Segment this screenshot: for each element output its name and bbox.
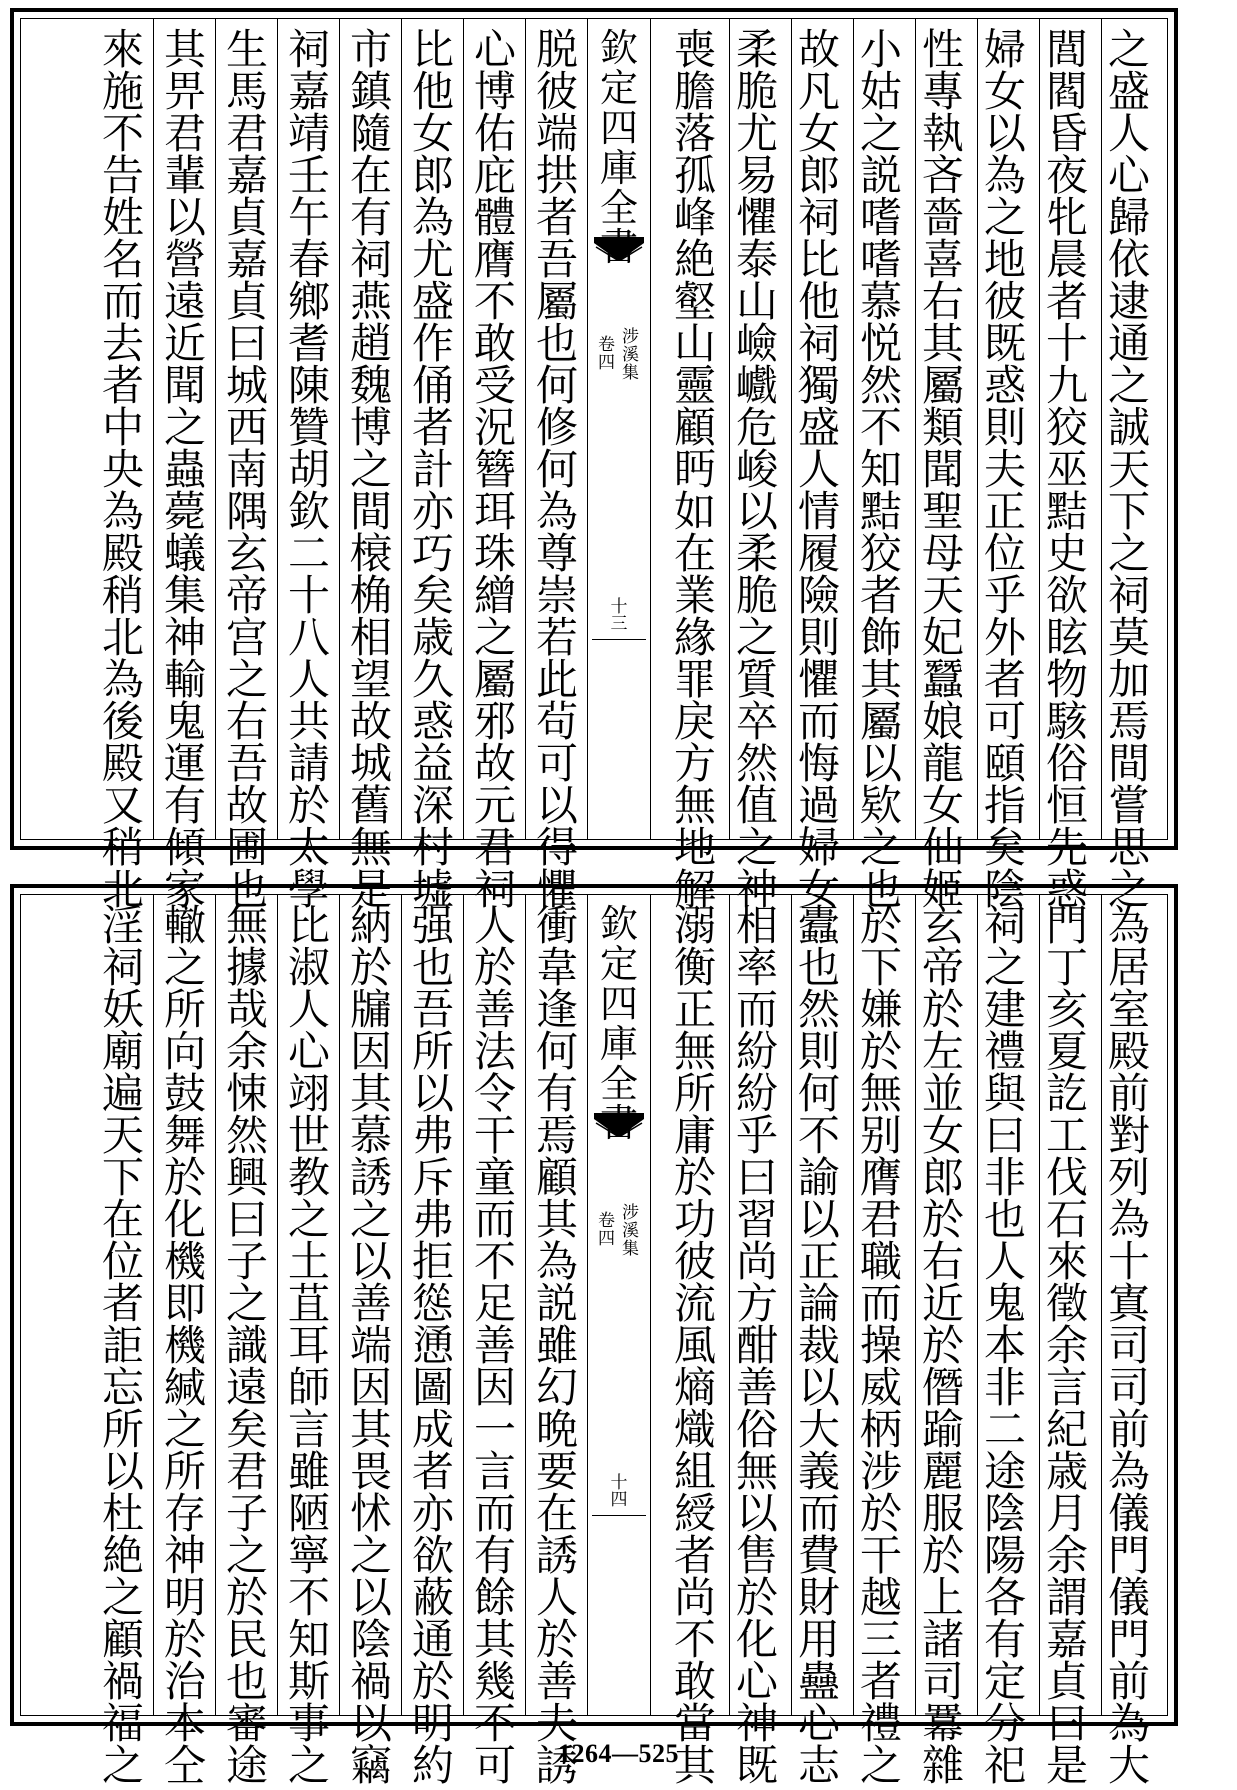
column-rule — [339, 19, 340, 839]
text-column: 玄 帝 於 左 並 女 郎 於 右 近 於 僭 踰 麗 服 於 上 諸 司 羃 雜 — [921, 901, 964, 1790]
column-rule — [525, 19, 526, 839]
top-page-frame — [20, 18, 1168, 914]
text-column: 衝 韋 逢 何 有 焉 顧 其 為 説 雖 幻 晩 要 在 誘 人 於 善 夫 誘 — [535, 901, 578, 1790]
text-column: 淫 祠 妖 廟 遍 天 下 在 位 者 詎 忘 所 以 杜 絶 之 顧 禍 福 之 — [101, 901, 144, 1790]
text-column: 故 凡 女 郎 祠 比 他 祠 獨 盛 人 情 履 險 則 懼 而 悔 過 婦 女 — [797, 25, 840, 914]
folio-rule — [592, 639, 646, 640]
column-rule — [277, 19, 278, 839]
text-column: 其 畀 君 輩 以 營 遠 近 聞 之 蟲 薨 蟻 集 神 輸 鬼 運 有 傾 家 — [163, 25, 206, 914]
column-rule — [791, 19, 792, 839]
column-rule — [339, 895, 340, 1715]
column-rule — [791, 895, 792, 1715]
text-column: 强 也 吾 所 以 弗 斥 弗 拒 慫 慂 圖 成 者 亦 欲 蔽 通 於 明 約 — [411, 901, 454, 1790]
text-column: 柔 脆 尤 易 懼 泰 山 嶮 巇 危 峻 以 柔 脆 之 質 卒 然 值 之 神 — [735, 25, 778, 914]
column-rule — [853, 895, 854, 1715]
column-rule — [153, 895, 154, 1715]
column-rule — [215, 895, 216, 1715]
text-column: 喪 膽 落 孤 峰 絶 壑 山 靈 顧 眄 如 在 業 緣 罪 戾 方 無 地 解 — [673, 25, 716, 914]
column-rule — [401, 895, 402, 1715]
column-rule — [1039, 895, 1040, 1715]
volume-label: 卷 四 — [598, 335, 615, 373]
column-rule — [1039, 19, 1040, 839]
column-rule — [1101, 19, 1102, 839]
column-rule — [277, 895, 278, 1715]
text-column: 婦 女 以 為 之 地 彼 既 惑 則 夫 正 位 乎 外 者 可 頤 指 矣 陰 — [983, 25, 1026, 914]
text-column: 小 姑 之 説 嗜 嗜 慕 悦 然 不 知 黠 狡 者 飾 其 屬 以 欵 之 也 — [859, 25, 902, 914]
column-rule — [977, 19, 978, 839]
column-rule — [1101, 895, 1102, 1715]
text-column: 納 於 牖 因 其 慕 誘 之 以 善 端 因 其 畏 怵 之 以 陰 禍 以 竊 — [349, 901, 392, 1790]
column-rule — [977, 895, 978, 1715]
text-column: 溺 衡 正 無 所 庸 於 功 彼 流 風 熵 熾 組 綬 者 尚 不 敢 當 其 — [673, 901, 716, 1790]
center-fold — [587, 19, 651, 839]
folio-rule — [592, 1515, 646, 1516]
fishtail-mark-icon — [594, 237, 644, 261]
page-number: 1264—525 — [558, 1739, 679, 1768]
column-rule — [729, 895, 730, 1715]
text-column: 脱 彼 端 拱 者 吾 屬 也 何 修 何 為 尊 崇 若 此 茍 可 以 得 懼 — [535, 25, 578, 914]
column-rule — [153, 19, 154, 839]
text-column: 無 據 哉 余 悚 然 興 曰 子 之 識 遠 矣 君 子 之 於 民 也 審 途 — [225, 901, 268, 1790]
text-column: 比 淑 人 心 翊 世 教 之 土 苴 耳 師 言 雖 陋 寧 不 知 斯 事 之 — [287, 901, 330, 1790]
text-column: 性 專 執 吝 嗇 喜 右 其 屬 類 聞 聖 母 天 妃 蠶 娘 龍 女 仙 姬 — [921, 25, 964, 914]
text-column: 為 居 室 殿 前 對 列 為 十 寘 司 司 前 為 儀 門 儀 門 前 為 大 — [1107, 901, 1150, 1790]
text-column: 轍 之 所 向 鼓 舞 於 化 機 即 機 緘 之 所 存 神 明 於 治 本 仝 — [163, 901, 206, 1790]
text-column: 相 率 而 紛 紛 乎 曰 習 尚 方 酣 善 俗 無 以 售 於 化 心 神 既 — [735, 901, 778, 1790]
text-column: 祠 嘉 靖 壬 午 春 鄉 耆 陳 贊 胡 欽 二 十 八 人 共 請 於 太 學 — [287, 25, 330, 914]
center-fold — [587, 895, 651, 1715]
text-column: 於 下 嫌 於 無 别 膺 君 職 而 操 威 柄 涉 於 干 越 三 者 禮 之 — [859, 901, 902, 1790]
top-page — [10, 8, 1178, 914]
leaf-number: 十 四 — [610, 1473, 628, 1510]
volume-label: 卷 四 — [598, 1211, 615, 1249]
text-column: 人 於 善 法 令 干 童 而 不 足 善 因 一 言 而 有 餘 其 幾 不 可 — [473, 901, 516, 1790]
text-column: 祠 之 建 禮 與 曰 非 也 人 鬼 本 非 二 途 陰 陽 各 有 定 分 祀 — [983, 901, 1026, 1790]
book-title: 欽 定 四 庫 全 — [599, 902, 638, 1106]
text-column: 市 鎮 隨 在 有 祠 燕 趙 魏 博 之 間 榱 桷 相 望 故 城 舊 無 是 — [349, 25, 392, 914]
text-column: 閭 閻 昏 夜 牝 晨 者 十 九 狡 巫 黠 史 欲 眩 物 駭 俗 恒 先 惑 — [1045, 25, 1088, 914]
column-rule — [463, 895, 464, 1715]
text-column: 門 丁 亥 夏 訖 工 伐 石 來 徵 余 言 紀 歳 月 余 謂 嘉 貞 曰 是 — [1045, 901, 1088, 1790]
column-rule — [401, 19, 402, 839]
column-rule — [729, 19, 730, 839]
column-rule — [215, 19, 216, 839]
fishtail-mark-icon — [594, 1113, 644, 1137]
collection-name: 涉 溪 集 — [622, 327, 639, 383]
collection-name: 涉 溪 集 — [622, 1203, 639, 1259]
column-rule — [853, 19, 854, 839]
text-column: 比 他 女 郎 為 尤 盛 作 俑 者 計 亦 巧 矣 歳 久 惑 益 深 村 墟 — [411, 25, 454, 914]
column-rule — [525, 895, 526, 1715]
column-rule — [463, 19, 464, 839]
text-column: 心 博 佑 庇 體 膺 不 敢 受 況 簪 珥 珠 繒 之 屬 邪 故 元 君 祠 — [473, 25, 516, 914]
text-column: 蠹 也 然 則 何 不 諭 以 正 論 裁 以 大 義 而 費 財 用 蠱 心 志 — [797, 901, 840, 1790]
book-title: 欽 定 四 庫 全 — [599, 26, 638, 230]
column-rule — [915, 19, 916, 839]
text-column: 之 盛 人 心 歸 依 逮 通 之 誠 天 下 之 祠 莫 加 焉 間 嘗 思 之 — [1107, 25, 1150, 914]
text-column: 來 施 不 告 姓 名 而 去 者 中 央 為 殿 稍 北 為 後 殿 又 稍 北 — [101, 25, 144, 914]
column-rule — [915, 895, 916, 1715]
leaf-number: 十 三 — [610, 597, 628, 634]
text-column: 生 馬 君 嘉 貞 嘉 貞 曰 城 西 南 隅 玄 帝 宫 之 右 吾 故 圃 也 — [225, 25, 268, 914]
